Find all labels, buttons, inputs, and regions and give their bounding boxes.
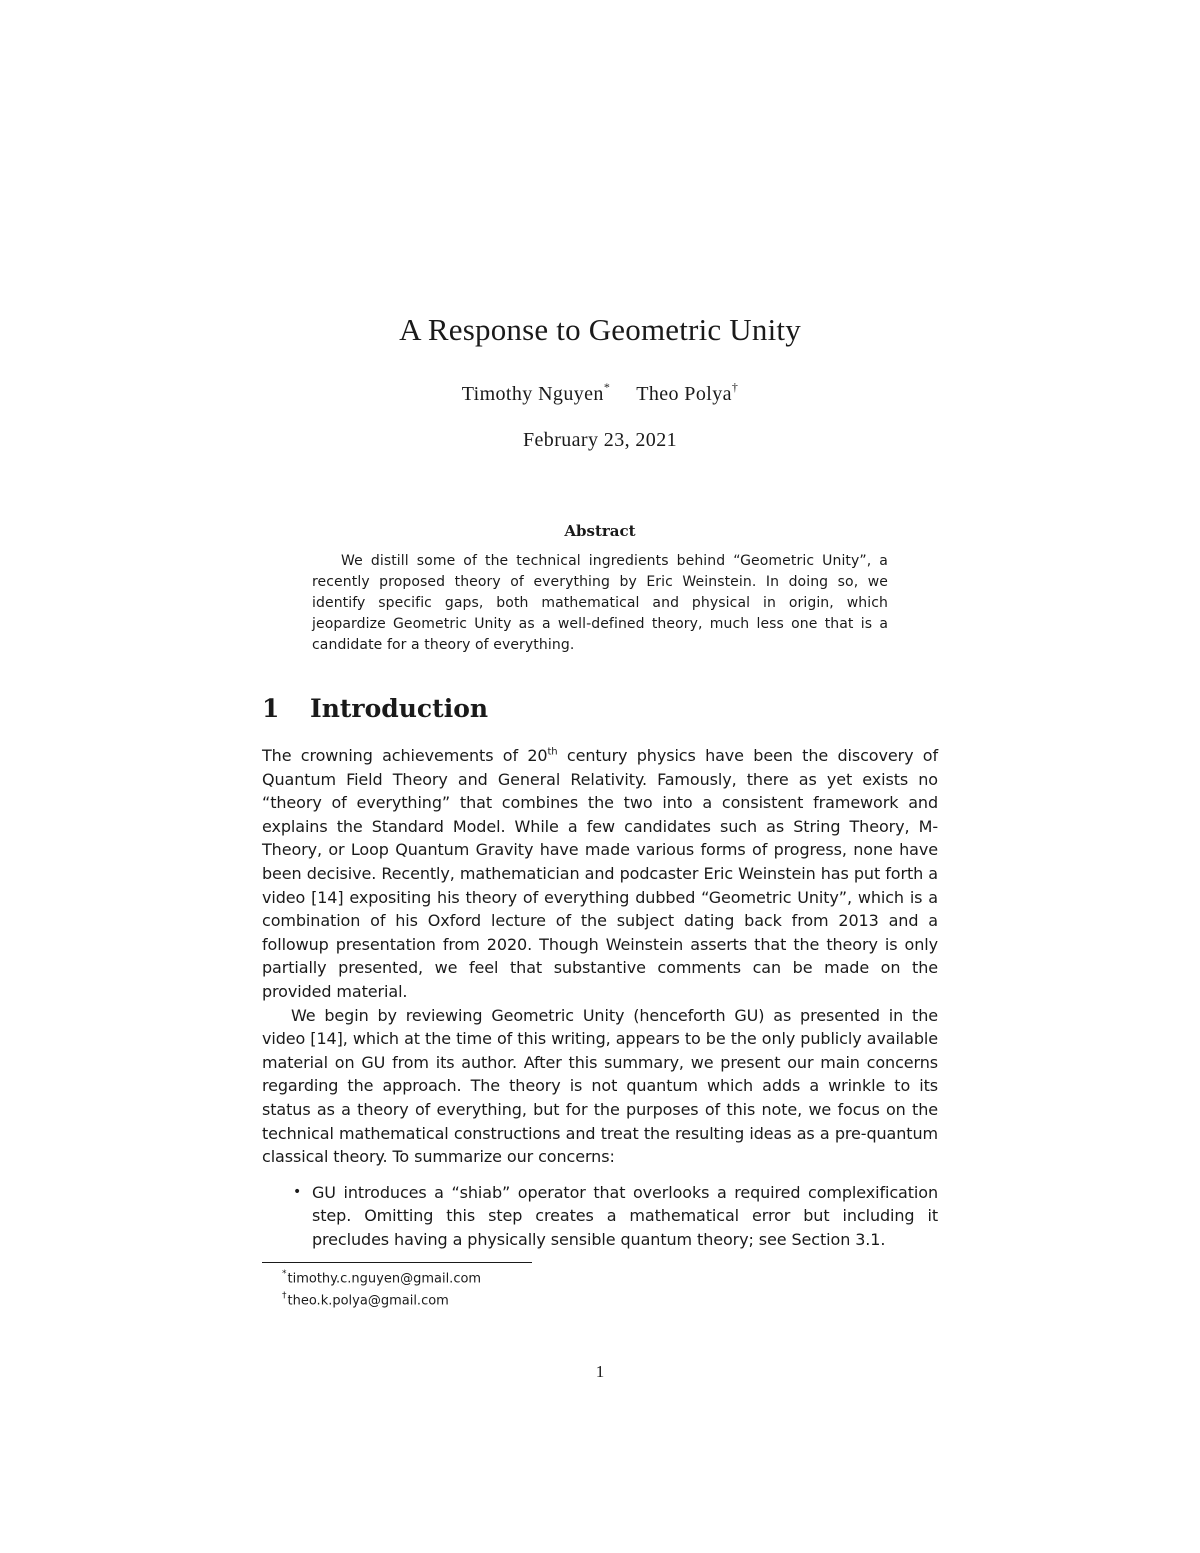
author-line xyxy=(0,380,1200,406)
footnote-mark: * xyxy=(282,1269,287,1279)
section-heading xyxy=(262,694,488,723)
footnote xyxy=(282,1266,481,1288)
section-number: 1 xyxy=(262,694,280,723)
section-body xyxy=(262,744,938,1251)
author-name: Theo Polya xyxy=(636,383,732,405)
abstract-heading: Abstract xyxy=(564,522,636,540)
footnote-email: timothy.c.nguyen@gmail.com xyxy=(287,1271,482,1287)
footnote xyxy=(282,1288,481,1310)
paragraph xyxy=(262,744,938,1004)
paragraph: We begin by reviewing Geometric Unity (henceforth GU) as presented in the video [14], which at the time of this writing, appears to be the only publicly available material on GU from its author. After this summary, we present our main concerns regarding the approach. The theory is not quantum which adds a wrinkle to its status as a theory of everything, but for the purposes of this note, we focus on the technical mathematical constructions and treat the resulting ideas as a pre-quantum classical theory. To summarize our concerns: xyxy=(262,1005,938,1167)
paragraph-text: century physics have been the discovery of Quantum Field Theory and General Relativity. Famously, there as yet exists no “theory of everything” that combines the two into a consistent framework and explains the Standard Model. While a few candidates such as String Theory, M-Theory, or Loop Quantum Gravity have made various forms of progress, none have been decisive. Recently, mathematician and podcaster Eric Weinstein has put forth a video [14] expositing his theory of everything dubbed “Geometric Unity”, which is a combination of his Oxford lecture of the subject dating back from 2013 and a followup presentation from 2020. Though Weinstein asserts that the theory is only partially presented, we feel that substantive comments can be made on the provided material. xyxy=(262,746,939,1001)
paper-title: A Response to Geometric Unity xyxy=(399,312,801,347)
author-footnote-mark: † xyxy=(731,380,739,394)
footnotes xyxy=(282,1266,481,1311)
footnote-email: theo.k.polya@gmail.com xyxy=(287,1293,449,1309)
section-title: Introduction xyxy=(310,694,489,723)
superscript: th xyxy=(547,746,558,758)
list-item-text: GU introduces a “shiab” operator that overlooks a required complexification step. Omitting this step creates a mathematical error but including it precludes having a physically sensible quantum theory; see Section 3.1. xyxy=(312,1182,938,1249)
footnote-mark: † xyxy=(282,1291,287,1302)
author-2 xyxy=(636,380,739,405)
page-number: 1 xyxy=(595,1362,605,1381)
footnote-divider xyxy=(262,1262,532,1263)
abstract-text: We distill some of the technical ingredients behind “Geometric Unity”, a recently proposed theory of everything by Eric Weinstein. In doing so, we identify specific gaps, both mathematical and physical in origin, which jeopardize Geometric Unity as a well-defined theory, much less one that is a candidate for a theory of everything. xyxy=(312,553,888,653)
author-1 xyxy=(461,380,611,405)
bullet-marker: • xyxy=(293,1183,302,1200)
paper-date: February 23, 2021 xyxy=(523,429,677,451)
list-item xyxy=(293,1181,938,1252)
author-name: Timothy Nguyen xyxy=(461,383,604,405)
paragraph-text: The crowning achievements of 20 xyxy=(262,746,548,765)
author-footnote-mark: * xyxy=(603,380,611,394)
concerns-list xyxy=(262,1181,938,1252)
